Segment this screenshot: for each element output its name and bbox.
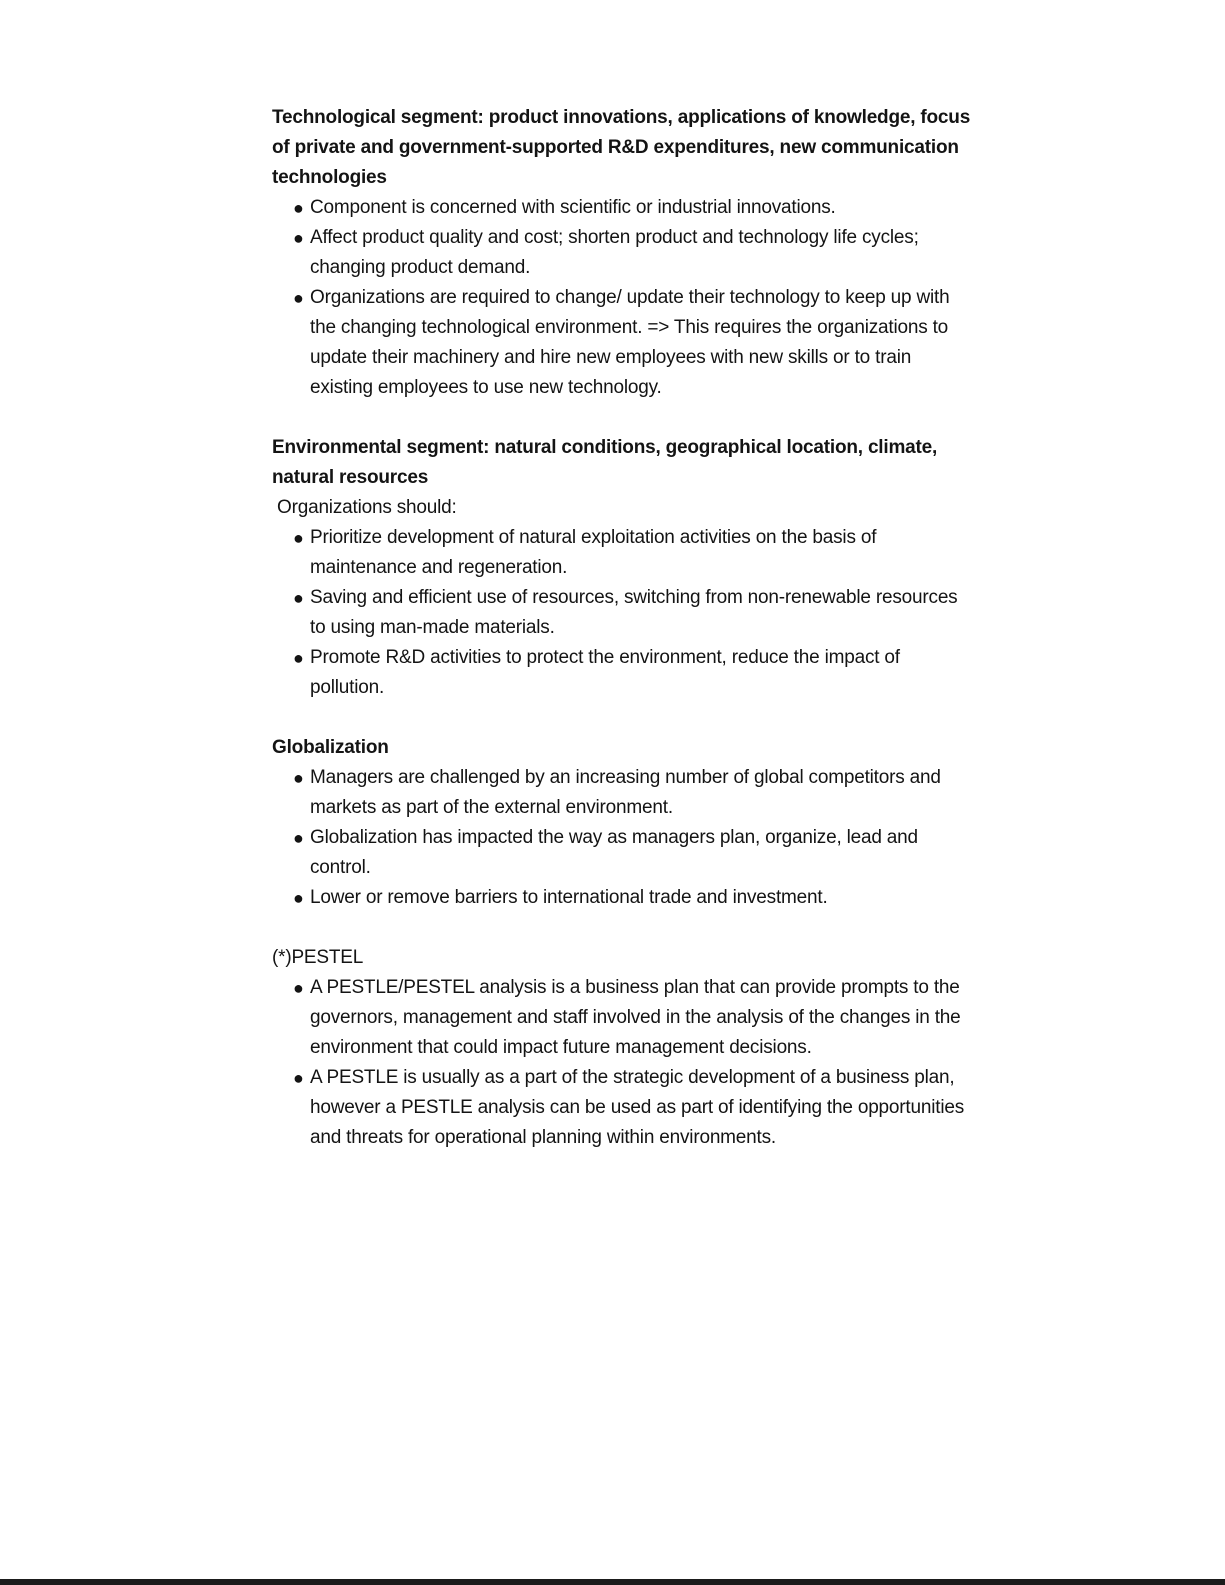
section [272, 103, 972, 403]
bullet-text: Managers are challenged by an increasing number of global competitors and markets as part of the external environment. [310, 767, 941, 818]
bullet-icon: ● [293, 288, 304, 308]
bullet-icon: ● [293, 588, 304, 608]
bullet-text: Lower or remove barriers to international trade and investment. [310, 887, 828, 908]
bullet-icon: ● [293, 198, 304, 218]
bullet-item [272, 823, 972, 883]
bullet-text: Promote R&D activities to protect the environment, reduce the impact of pollution. [310, 647, 900, 698]
section [272, 943, 972, 1153]
bullet-text: Organizations are required to change/ update their technology to keep up with the changing technological environment. => This requires the organizations to update their machinery and hire new employees with new skills or to train existing employees to use new technology. [310, 287, 950, 398]
bullet-item [272, 193, 972, 223]
section-heading: Environmental segment: natural conditions, geographical location, climate, natural resources [272, 437, 938, 488]
bullet-item [272, 283, 972, 403]
bullet-icon: ● [293, 528, 304, 548]
bullet-icon: ● [293, 828, 304, 848]
bullet-icon: ● [293, 978, 304, 998]
bullet-item [272, 1063, 972, 1153]
bullet-icon: ● [293, 888, 304, 908]
section-heading: Globalization [272, 737, 389, 758]
bullet-text: Affect product quality and cost; shorten product and technology life cycles; changing product demand. [310, 227, 919, 278]
bullet-icon: ● [293, 1068, 304, 1088]
bullet-item [272, 643, 972, 703]
bullet-icon: ● [293, 768, 304, 788]
bullet-list [272, 763, 972, 913]
bullet-list [272, 523, 972, 703]
bullet-item [272, 583, 972, 643]
bullet-text: A PESTLE/PESTEL analysis is a business plan that can provide prompts to the governors, management and staff involved in the analysis of the changes in the environment that could impact future management decisions. [310, 977, 961, 1058]
bullet-item [272, 973, 972, 1063]
bullet-list [272, 193, 972, 403]
bullet-text: Component is concerned with scientific or industrial innovations. [310, 197, 836, 218]
bullet-text: A PESTLE is usually as a part of the strategic development of a business plan, however a PESTLE analysis can be used as part of identifying the opportunities and threats for operational planning within environments. [310, 1067, 965, 1148]
bullet-item [272, 223, 972, 283]
section-heading: (*)PESTEL [272, 947, 364, 968]
bullet-text: Saving and efficient use of resources, switching from non-renewable resources to using man-made materials. [310, 587, 958, 638]
bullet-item [272, 523, 972, 583]
document-content [272, 103, 972, 1153]
bullet-list [272, 973, 972, 1153]
page-divider [0, 1579, 1225, 1585]
section [272, 733, 972, 913]
bullet-icon: ● [293, 648, 304, 668]
bullet-item [272, 883, 972, 913]
bullet-item [272, 763, 972, 823]
section [272, 433, 972, 703]
section-intro: Organizations should: [277, 497, 457, 518]
bullet-text: Prioritize development of natural exploitation activities on the basis of maintenance and regeneration. [310, 527, 877, 578]
bullet-text: Globalization has impacted the way as managers plan, organize, lead and control. [310, 827, 918, 878]
bullet-icon: ● [293, 228, 304, 248]
section-heading: Technological segment: product innovations, applications of knowledge, focus of private and government-supported R&D expenditures, new communication technologies [272, 107, 971, 188]
